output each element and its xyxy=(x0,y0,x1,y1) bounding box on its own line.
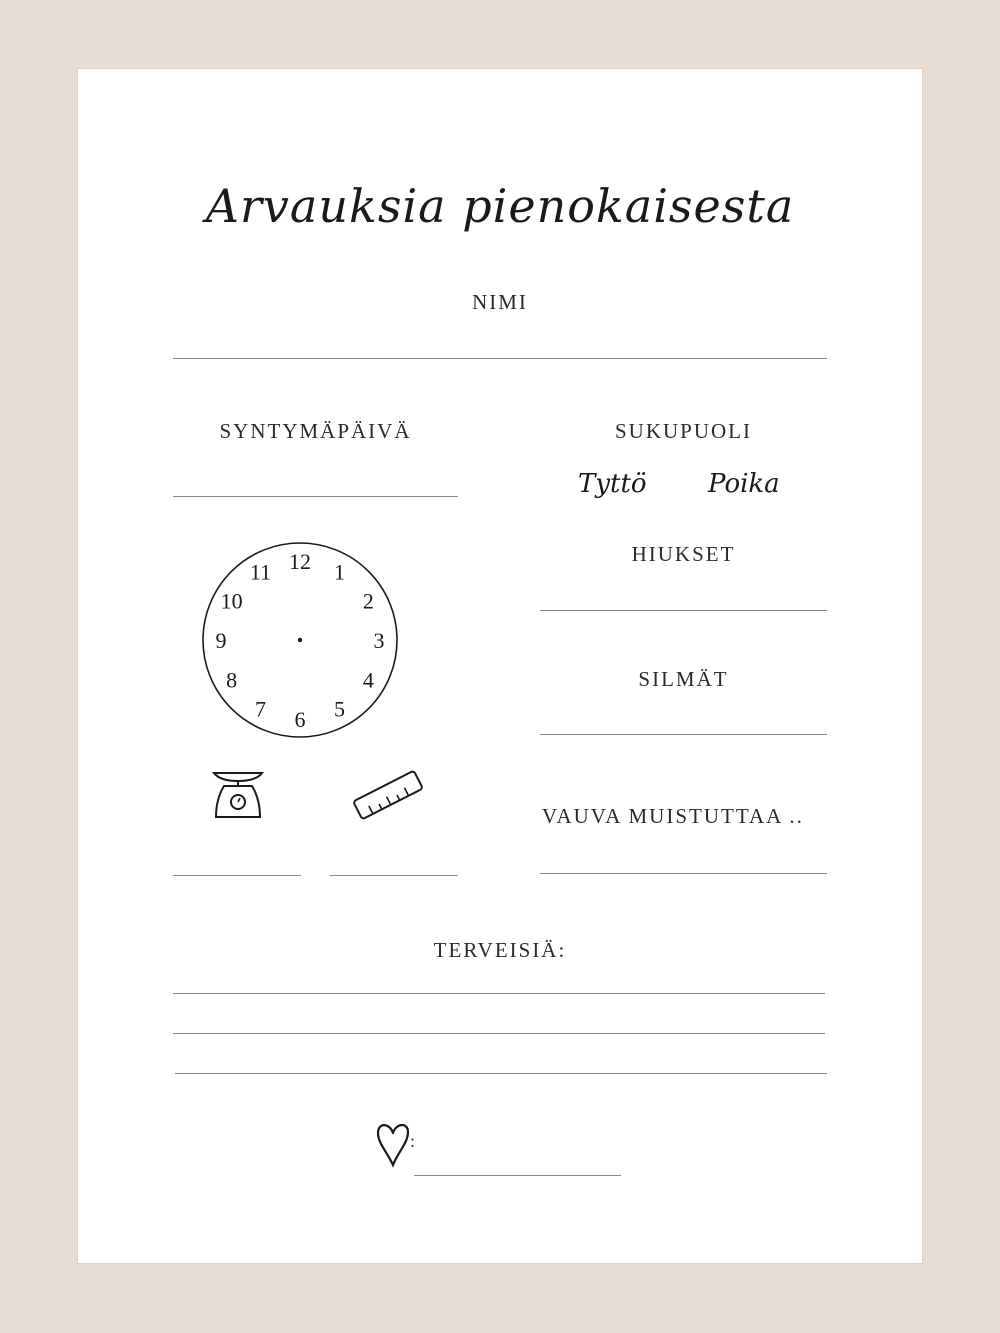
birthday-field-line[interactable] xyxy=(173,496,458,497)
clock-number-8: 8 xyxy=(226,667,238,693)
clock-number-6: 6 xyxy=(294,707,306,732)
clock-number-2: 2 xyxy=(362,588,374,614)
eyes-label: SILMÄT xyxy=(638,667,729,691)
name-label: NIMI xyxy=(472,290,528,314)
name-field-line[interactable] xyxy=(173,358,827,359)
birthday-label: SYNTYMÄPÄIVÄ xyxy=(219,419,412,443)
greetings-line-3[interactable] xyxy=(175,1073,827,1074)
hair-label: HIUKSET xyxy=(631,542,736,566)
clock-number-10: 10 xyxy=(220,588,243,614)
heart-icon xyxy=(375,1119,411,1169)
gender-option-boy[interactable]: Poika xyxy=(708,469,780,499)
kitchen-scale-icon xyxy=(210,769,266,821)
greetings-line-2[interactable] xyxy=(173,1033,825,1034)
gender-option-girl[interactable]: Tyttö xyxy=(578,469,647,499)
clock-icon[interactable] xyxy=(200,540,400,740)
resembles-label: VAUVA MUISTUTTAA .. xyxy=(542,804,804,828)
gender-label: SUKUPUOLI xyxy=(614,419,752,443)
clock-number-9: 9 xyxy=(215,628,227,653)
signature-field-line[interactable] xyxy=(414,1175,621,1176)
page-title: Arvauksia pienokaisesta xyxy=(205,179,795,233)
clock-number-5: 5 xyxy=(334,696,345,722)
guess-card xyxy=(78,69,922,1263)
ruler-icon xyxy=(350,765,426,825)
clock-number-12: 12 xyxy=(289,549,311,574)
length-field-line[interactable] xyxy=(330,875,458,876)
clock-center-dot xyxy=(298,638,302,642)
clock-number-3: 3 xyxy=(373,628,385,653)
hair-field-line[interactable] xyxy=(540,610,827,611)
clock-number-4: 4 xyxy=(362,667,374,693)
signature-colon: : xyxy=(410,1131,416,1151)
greetings-label: TERVEISIÄ: xyxy=(433,938,567,962)
eyes-field-line[interactable] xyxy=(540,734,827,735)
weight-field-line[interactable] xyxy=(173,875,301,876)
clock-number-11: 11 xyxy=(249,559,272,585)
resembles-field-line[interactable] xyxy=(540,873,827,874)
clock-number-1: 1 xyxy=(334,559,345,585)
greetings-line-1[interactable] xyxy=(173,993,825,994)
clock-number-7: 7 xyxy=(255,696,266,722)
